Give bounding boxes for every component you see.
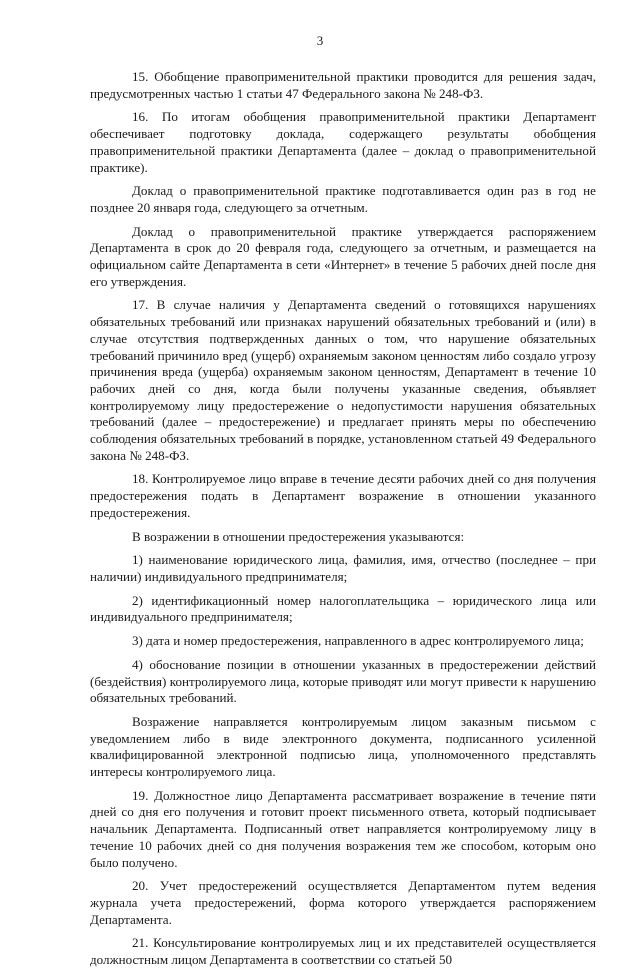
list-item-3: 3) дата и номер предостережения, направленного в адрес контролируемого лица; <box>132 633 584 649</box>
paragraph-20: 20. Учет предостережений осуществляется Департаментом путем ведения журнала учета предостережений, форма которого утверждается распоряжением Департамента. <box>90 878 596 927</box>
document-body <box>90 69 596 969</box>
paragraph-report-timing: Доклад о правоприменительной практике подготавливается один раз в год не позднее 20 января года, следующего за отчетным. <box>90 183 596 215</box>
list-item-1: 1) наименование юридического лица, фамилия, имя, отчество (последнее – при наличии) индивидуального предпринимателя; <box>90 552 596 584</box>
paragraph-16: 16. По итогам обобщения правоприменительной практики Департамент обеспечивает подготовку доклада, содержащего результаты обобщения правоприменительной практики Департамента (далее – доклад о правоприменительной практике). <box>90 109 596 175</box>
list-item-4: 4) обоснование позиции в отношении указанных в предостережении действий (бездействия) контролируемого лица, которые приводят или могут привести к нарушению обязательных требований. <box>90 656 596 706</box>
paragraph-objection-delivery: Возражение направляется контролируемым лицом заказным письмом с уведомлением либо в виде электронного документа, подписанного усиленной квалифицированной электронной подписью лица, уполномоченного представлять интересы контролируемого лица. <box>90 713 596 780</box>
list-item-2: 2) идентификационный номер налогоплательщика – юридического лица или индивидуального предпринимателя; <box>90 592 596 625</box>
paragraph-report-approval: Доклад о правоприменительной практике утверждается распоряжением Департамента в срок до 20 февраля года, следующего за отчетным, и размещается на официальном сайте Департамента в сети «Интернет» в течение 5 рабочих дней после дня его утверждения. <box>90 223 596 289</box>
paragraph-17: 17. В случае наличия у Департамента сведений о готовящихся нарушениях обязательных требований или признаках нарушений обязательных требований и (или) в случае отсутствия подтвержденных данных о том, что нарушение обязательных требований причинило вред (ущерб) охраняемым законом ценностям либо создало угрозу причинения вреда (ущерба) охраняемым законом ценностям, Департамент в течение 10 рабочих дней со дня, когда были получены указанные сведения, объявляет контролируемому лицу предостережение о недопустимости нарушения обязательных требований (далее – предостережение) и предлагает принять меры по обеспечению соблюдения обязательных требований в порядке, установленном статьей 49 Федерального закона № 248-ФЗ. <box>90 297 596 463</box>
paragraph-objection-intro: В возражении в отношении предостережения указываются: <box>132 528 465 544</box>
page-number: 3 <box>316 33 324 48</box>
paragraph-15: 15. Обобщение правоприменительной практики проводится для решения задач, предусмотренных частью 1 статьи 47 Федерального закона № 248-ФЗ. <box>90 69 596 101</box>
paragraph-21: 21. Консультирование контролируемых лиц и их представителей осуществляется должностным лицом Департамента в соответствии со статьей 50 <box>90 935 596 968</box>
paragraph-19: 19. Должностное лицо Департамента рассматривает возражение в течение пяти дней со дня его получения и готовит проект письменного ответа, который подписывает начальник Департамента. Подписанный ответ направляется контролируемому лицу в течение 10 рабочих дней со дня получения возражения тем же способом, которым оно было получено. <box>90 787 596 870</box>
paragraph-18: 18. Контролируемое лицо вправе в течение десяти рабочих дней со дня получения предостережения подать в Департамент возражение в отношении указанного предостережения. <box>90 471 596 520</box>
